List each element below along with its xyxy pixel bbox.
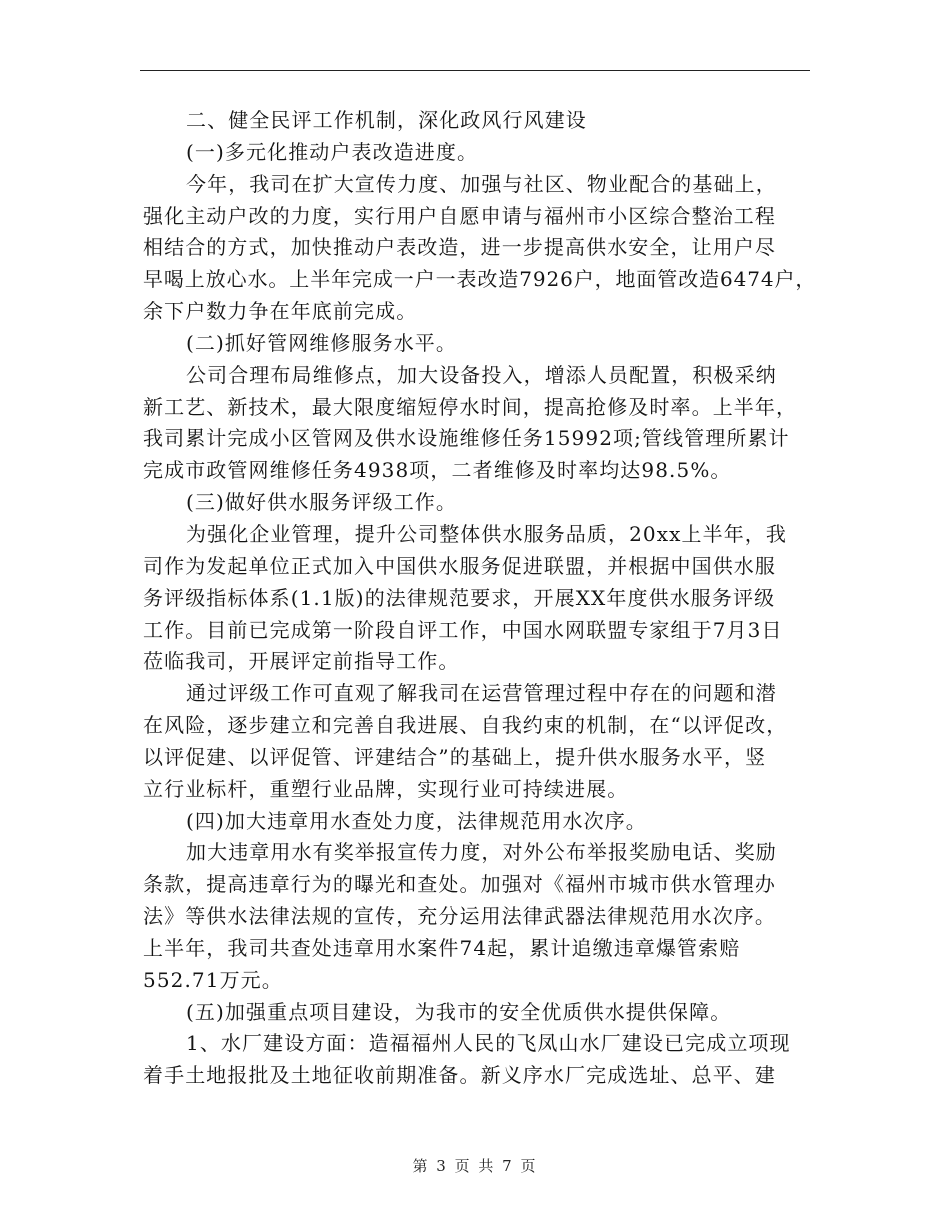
text-line: 早喝上放心水。上半年完成一户一表改造7926户，地面管改造6474户， xyxy=(143,267,817,292)
text-line: 条款，提高违章行为的曝光和查处。加强对《福州市城市供水管理办 xyxy=(143,872,776,897)
text-line: (五)加强重点项目建设，为我市的安全优质供水提供保障。 xyxy=(186,999,732,1024)
text-line: 余下户数力争在年底前完成。 xyxy=(143,299,418,324)
text-line: (三)做好供水服务评级工作。 xyxy=(186,490,458,515)
text-line: 工作。目前已完成第一阶段自评工作，中国水网联盟专家组于7月3日 xyxy=(143,617,783,642)
text-line: 今年，我司在扩大宣传力度、加强与社区、物业配合的基础上， xyxy=(186,171,777,196)
text-line: (一)多元化推动户表改造进度。 xyxy=(186,139,479,164)
text-line: 加大违章用水有奖举报宣传力度，对外公布举报奖励电话、奖励 xyxy=(186,840,777,865)
text-line: 新工艺、新技术，最大限度缩短停水时间，提高抢修及时率。上半年， xyxy=(143,394,798,419)
text-line: 552.71万元。 xyxy=(143,967,283,992)
text-line: (二)抓好管网维修服务水平。 xyxy=(186,330,458,355)
text-line: 上半年，我司共查处违章用水案件74起，累计追缴违章爆管索赔 xyxy=(143,935,741,960)
document-body xyxy=(143,105,818,1092)
text-line: 司作为发起单位正式加入中国供水服务促进联盟，并根据中国供水服 xyxy=(143,553,776,578)
text-line: 法》等供水法律法规的宣传，充分运用法律武器法律规范用水次序。 xyxy=(143,904,776,929)
text-line: 立行业标杆，重塑行业品牌，实现行业可持续进展。 xyxy=(143,776,629,801)
text-line: 1、水厂建设方面：造福福州人民的飞凤山水厂建设已完成立项现 xyxy=(186,1031,791,1056)
page-number: 第 3 页 共 7 页 xyxy=(412,1157,538,1175)
text-line: 通过评级工作可直观了解我司在运营管理过程中存在的问题和潜 xyxy=(186,681,777,706)
text-line: 在风险，逐步建立和完善自我进展、自我约束的机制，在“以评促改， xyxy=(143,713,788,738)
text-line: 着手土地报批及土地征收前期准备。新义序水厂完成选址、总平、建 xyxy=(143,1063,776,1088)
text-line: 完成市政管网维修任务4938项，二者维修及时率均达98.5%。 xyxy=(143,458,732,483)
text-line: 务评级指标体系(1.1版)的法律规范要求，开展XX年度供水服务评级 xyxy=(143,585,776,610)
text-line: (四)加大违章用水查处力度，法律规范用水次序。 xyxy=(186,808,647,833)
text-line: 二、健全民评工作机制，深化政风行风建设 xyxy=(186,108,587,132)
text-line: 莅临我司，开展评定前指导工作。 xyxy=(143,649,460,674)
text-line: 以评促建、以评促管、评建结合”的基础上，提升供水服务水平，竖 xyxy=(143,744,767,769)
header-rule xyxy=(140,70,810,71)
text-line: 我司累计完成小区管网及供水设施维修任务15992项;管线管理所累计 xyxy=(143,426,790,451)
text-line: 为强化企业管理，提升公司整体供水服务品质，20xx上半年，我 xyxy=(186,521,788,546)
text-line: 相结合的方式，加快推动户表改造，进一步提高供水安全，让用户尽 xyxy=(143,235,776,260)
text-line: 公司合理布局维修点，加大设备投入，增添人员配置，积极采纳 xyxy=(186,362,777,387)
text-line: 强化主动户改的力度，实行用户自愿申请与福州市小区综合整治工程 xyxy=(143,203,776,228)
